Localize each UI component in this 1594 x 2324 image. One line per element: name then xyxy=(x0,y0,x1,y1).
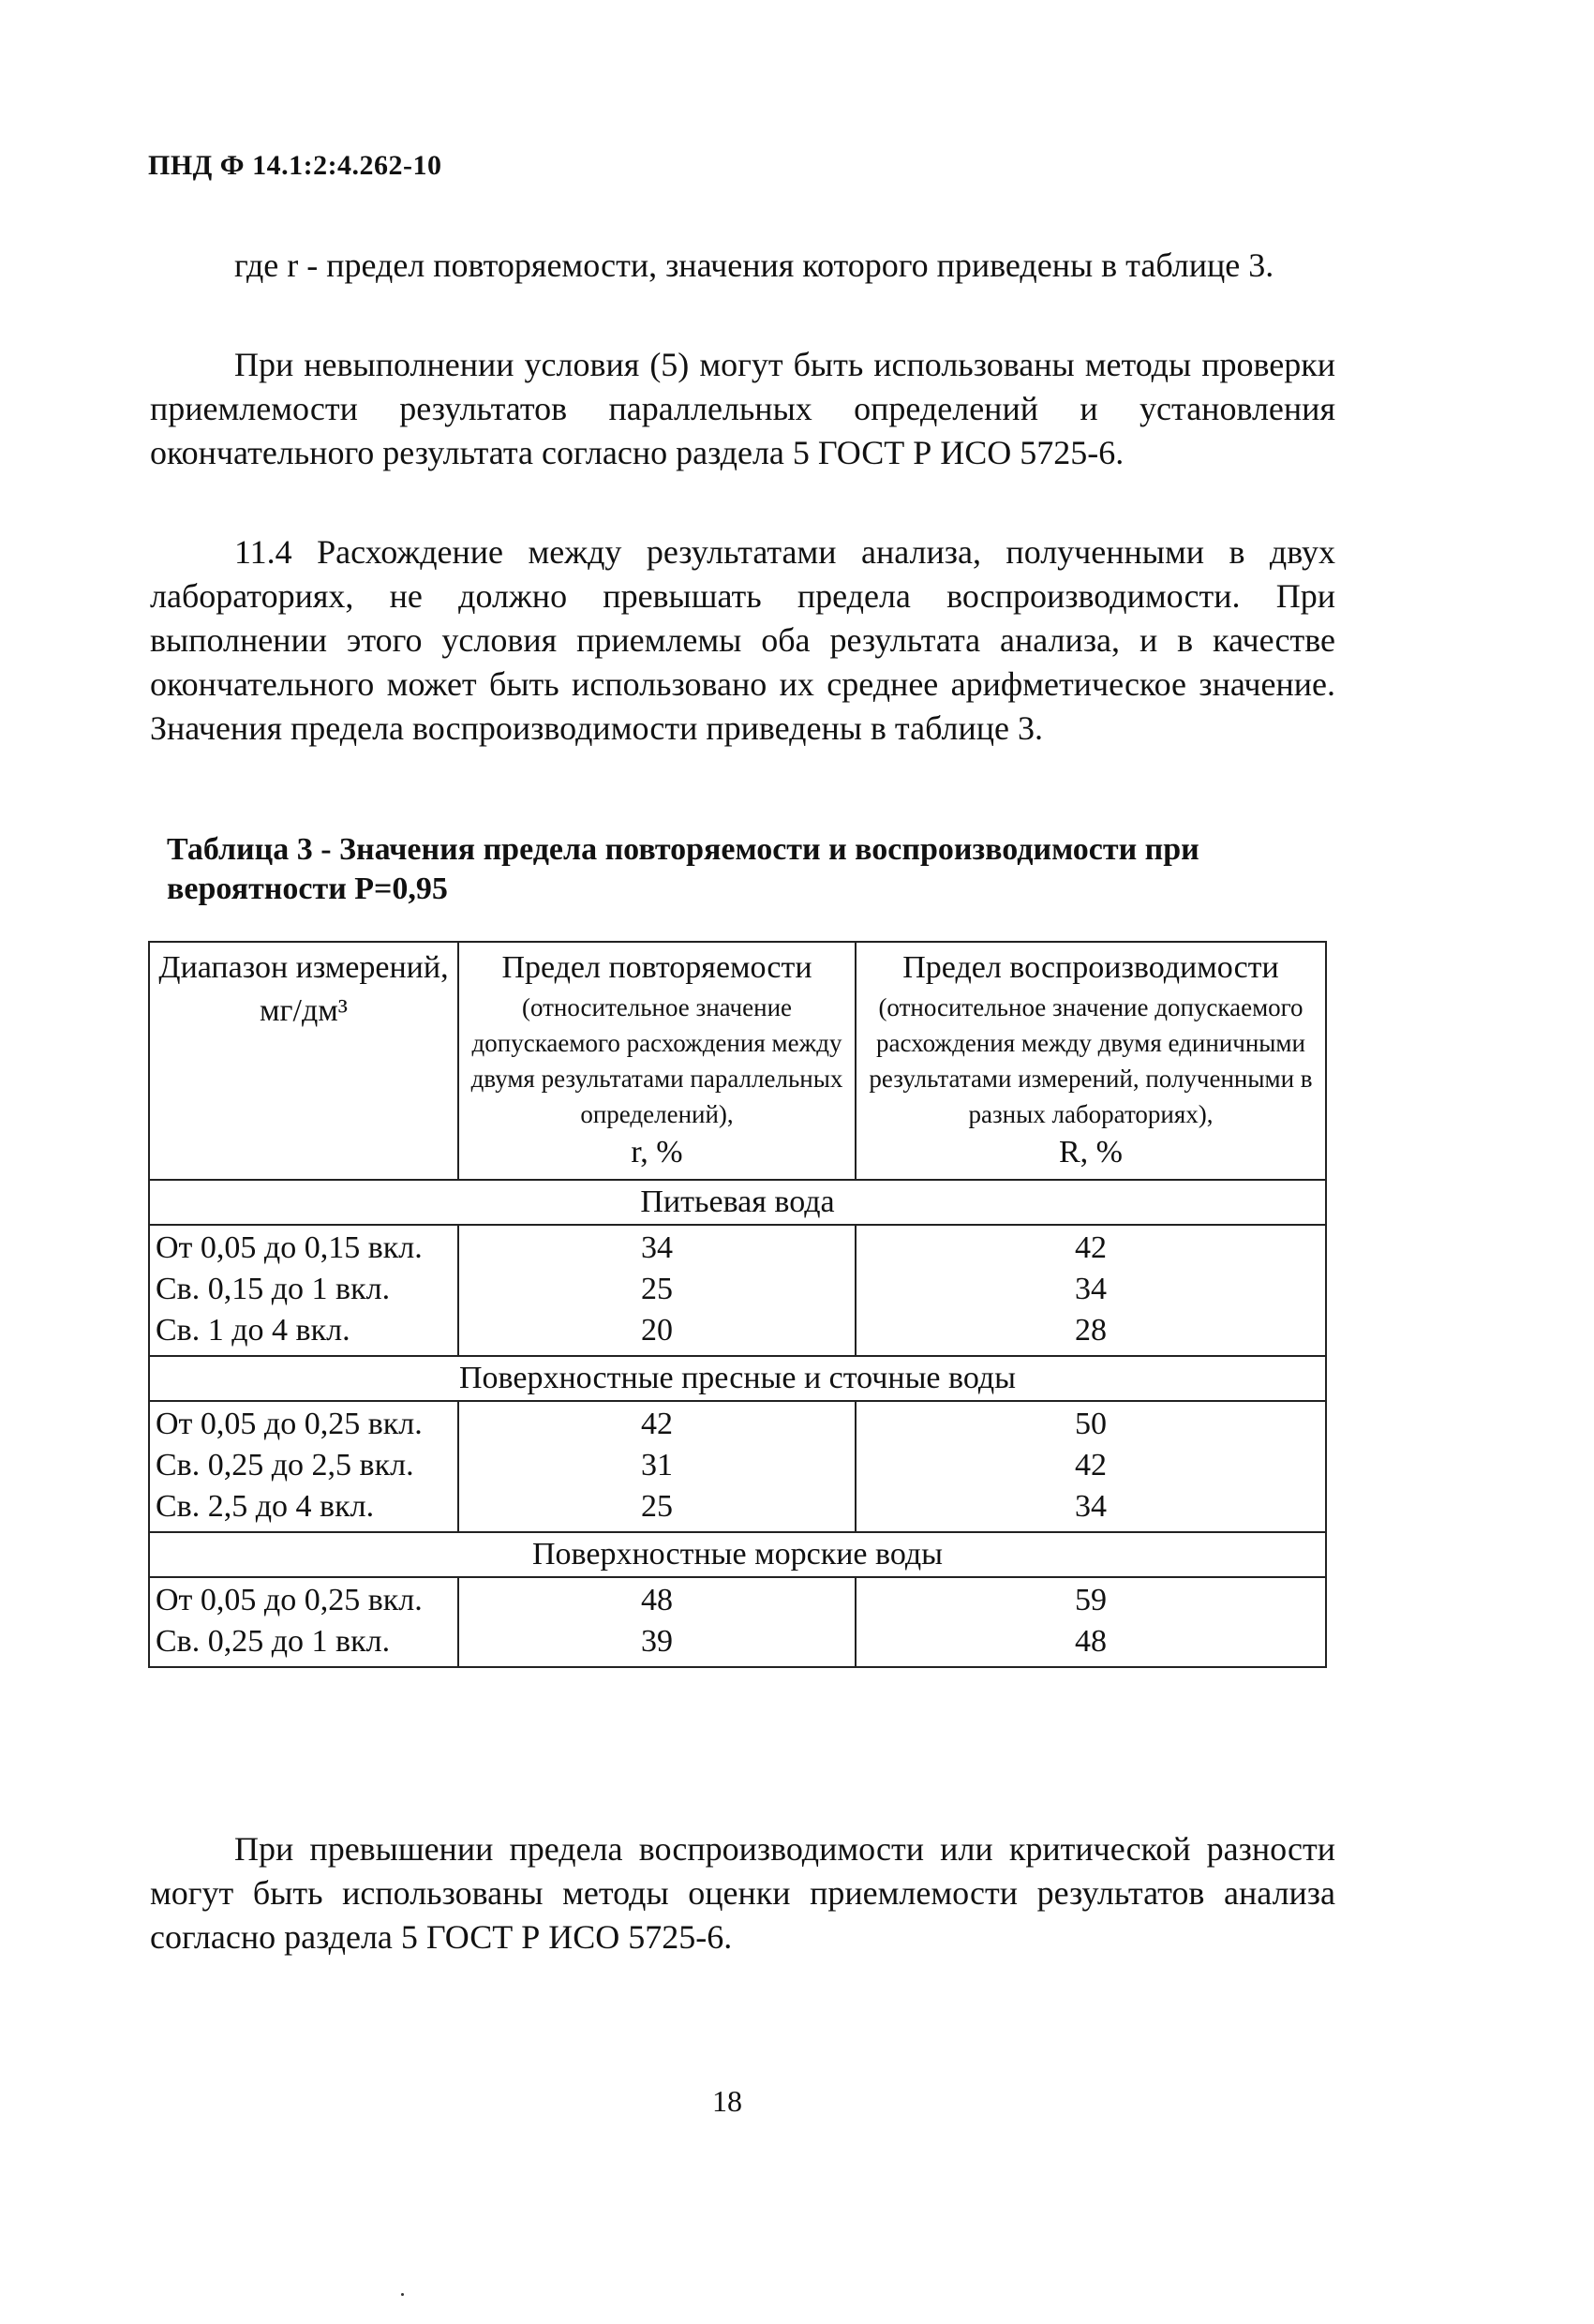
table-row-value: 59 xyxy=(1075,1583,1107,1617)
section-row xyxy=(149,1532,1326,1577)
header-reproducibility-title: Предел воспроизводимости xyxy=(902,950,1279,985)
table-row-value: 31 xyxy=(641,1448,673,1482)
document-code: ПНД Ф 14.1:2:4.262-10 xyxy=(148,150,442,181)
table-row-value: 48 xyxy=(641,1583,673,1617)
table-row-value: 50 xyxy=(1075,1407,1107,1441)
header-reproducibility-symbol: R, % xyxy=(1059,1135,1123,1169)
table-row-value: 42 xyxy=(1075,1448,1107,1482)
range-cell xyxy=(149,1225,458,1356)
table-row-value: Св. 1 до 4 вкл. xyxy=(156,1313,350,1348)
header-reproducibility xyxy=(856,942,1326,1180)
range-cell xyxy=(149,1577,458,1667)
table-row-value: 42 xyxy=(641,1407,673,1441)
header-repeatability-symbol: r, % xyxy=(631,1135,683,1169)
data-group-row xyxy=(149,1225,1326,1356)
table-row-value: 25 xyxy=(641,1489,673,1524)
reproducibility-cell xyxy=(856,1225,1326,1356)
table-row-value: От 0,05 до 0,25 вкл. xyxy=(156,1407,423,1441)
reproducibility-cell xyxy=(856,1401,1326,1532)
header-repeatability-desc: (относительное значение допускаемого расхождения между двумя результатами параллельных определений), xyxy=(470,993,843,1128)
header-repeatability xyxy=(458,942,856,1180)
table-header-row xyxy=(149,942,1326,1180)
table-row-value: 39 xyxy=(641,1624,673,1659)
table-row-value: Св. 0,25 до 2,5 вкл. xyxy=(156,1448,414,1482)
paragraph-section-11-4: 11.4 Расхождение между результатами анализа, полученными в двух лабораториях, не должно превышать предела воспроизводимости. При выполнении этого условия приемлемы оба результата анализа, и в качестве окончательного может быть использовано их среднее арифметическое значение. Значения предела воспроизводимости приведены в таблице 3. xyxy=(150,533,1335,747)
table-row-value: Св. 0,25 до 1 вкл. xyxy=(156,1624,391,1659)
section-title: Питьевая вода xyxy=(149,1180,1326,1225)
table-row-value: От 0,05 до 0,15 вкл. xyxy=(156,1230,423,1265)
header-range xyxy=(149,942,458,1180)
section-row xyxy=(149,1356,1326,1401)
data-group-row xyxy=(149,1577,1326,1667)
table-caption: Таблица 3 - Значения предела повторяемости и воспроизводимости при вероятности P=0,95 xyxy=(167,832,1199,906)
section-row xyxy=(149,1180,1326,1225)
range-cell xyxy=(149,1401,458,1532)
repeatability-cell xyxy=(458,1225,856,1356)
table-row-value: Св. 0,15 до 1 вкл. xyxy=(156,1272,391,1306)
header-range-label: Диапазон измерений, мг/дм³ xyxy=(158,950,449,1028)
header-reproducibility-desc: (относительное значение допускаемого расхождения между двумя единичными результатами измерений, полученными в разных лабораториях), xyxy=(869,993,1313,1128)
repeatability-cell xyxy=(458,1577,856,1667)
paragraph-repeatability-note: где r - предел повторяемости, значения которого приведены в таблице 3. xyxy=(234,246,1274,284)
limits-table xyxy=(148,941,1327,1668)
table-row-value: От 0,05 до 0,25 вкл. xyxy=(156,1583,423,1617)
table-row-value: 34 xyxy=(641,1230,673,1265)
repeatability-cell xyxy=(458,1401,856,1532)
table-row-value: 25 xyxy=(641,1272,673,1306)
section-title: Поверхностные морские воды xyxy=(149,1532,1326,1577)
header-repeatability-title: Предел повторяемости xyxy=(501,950,812,985)
paragraph-condition-failure: При невыполнении условия (5) могут быть использованы методы проверки приемлемости результатов параллельных определений и установления окончательного результата согласно раздела 5 ГОСТ Р ИСО 5725-6. xyxy=(150,346,1335,471)
data-group-row xyxy=(149,1401,1326,1532)
scan-speck xyxy=(401,2293,404,2296)
paragraph-exceeding-limit: При превышении предела воспроизводимости или критической разности могут быть использованы методы оценки приемлемости результатов анализа согласно раздела 5 ГОСТ Р ИСО 5725-6. xyxy=(150,1830,1335,1956)
table-row-value: 34 xyxy=(1075,1489,1107,1524)
table-row-value: 42 xyxy=(1075,1230,1107,1265)
page-number: 18 xyxy=(712,2084,742,2118)
table-row-value: 28 xyxy=(1075,1313,1107,1348)
table-row-value: 20 xyxy=(641,1313,673,1348)
section-title: Поверхностные пресные и сточные воды xyxy=(149,1356,1326,1401)
reproducibility-cell xyxy=(856,1577,1326,1667)
table-row-value: 34 xyxy=(1075,1272,1107,1306)
table-row-value: Св. 2,5 до 4 вкл. xyxy=(156,1489,375,1524)
table-row-value: 48 xyxy=(1075,1624,1107,1659)
